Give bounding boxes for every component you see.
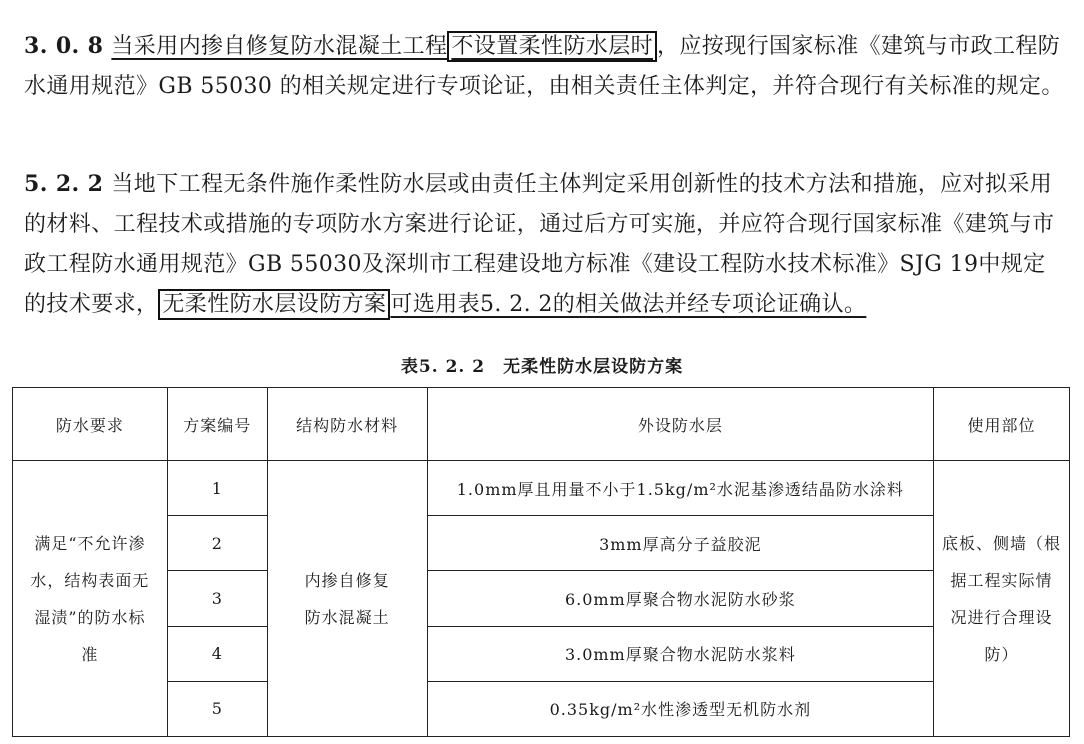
table-header-row [13, 388, 1070, 461]
material-cell: 内掺自修复 防水混凝土 [267, 461, 427, 737]
table-row [13, 516, 1070, 571]
header-cell: 结构防水材料 [267, 388, 427, 461]
scheme-table [12, 387, 1070, 737]
boxed-highlight: 无柔性防水层设防方案 [158, 289, 390, 320]
scheme-number: 1 [167, 461, 267, 516]
outer-layer: 6.0mm厚聚合物水泥防水砂浆 [427, 571, 933, 626]
outer-layer: 1.0mm厚且用量不小于1.5kg/m²水泥基渗透结晶防水涂料 [427, 461, 933, 516]
outer-layer: 0.35kg/m²水性渗透型无机防水剂 [427, 681, 933, 736]
boxed-highlight: 不设置柔性防水层时 [447, 31, 657, 62]
scheme-number: 4 [167, 626, 267, 681]
header-cell: 外设防水层 [427, 388, 933, 461]
table-row [13, 681, 1070, 736]
clause-5-2-2 [24, 164, 1064, 325]
clause-number: 5. 2. 2 [24, 171, 104, 197]
usage-cell: 底板、侧墙（根 据工程实际情 况进行合理设 防） [934, 461, 1070, 737]
table-row [13, 626, 1070, 681]
requirement-cell: 满足“不允许渗 水，结构表面无 湿渍”的防水标 准 [13, 461, 168, 737]
clause-3-0-8 [24, 26, 1064, 107]
table-row [13, 571, 1070, 626]
scheme-number: 2 [167, 516, 267, 571]
scheme-number: 3 [167, 571, 267, 626]
table-row [13, 461, 1070, 516]
clause-text: 当地下工程无条件施作柔性防水层或由责任主体判定采用创新性的技术方法和措施，应对拟采用的材料、工程技术或措施的专项防水方案进行论证，通过后方可实施，并应符合现行国家标准《建筑与市政工程防水通用规范》GB 55030及深圳市工程建设地方标准《建设工程防水技术标准》SJG 19中规定的技术要求， [24, 172, 1055, 317]
header-cell: 使用部位 [934, 388, 1070, 461]
header-cell: 方案编号 [167, 388, 267, 461]
outer-layer: 3mm厚高分子益胶泥 [427, 516, 933, 571]
table-title: 表5. 2. 2 无柔性防水层设防方案 [400, 357, 684, 377]
outer-layer: 3.0mm厚聚合物水泥防水浆料 [427, 626, 933, 681]
underlined-text: 可选用表5. 2. 2的相关做法并经专项论证确认。 [390, 292, 867, 317]
clause-number: 3. 0. 8 [24, 33, 104, 59]
underlined-text: 当采用内掺自修复防水混凝土工程 [111, 34, 448, 59]
clause-text: ，应按现行国家标准《建筑与市政工程防水通用规范》GB 55030 的相关规定进行专项论证，由相关责任主体判定，并符合现行有关标准的规定。 [24, 34, 1064, 99]
scheme-number: 5 [167, 681, 267, 736]
header-cell: 防水要求 [13, 388, 168, 461]
